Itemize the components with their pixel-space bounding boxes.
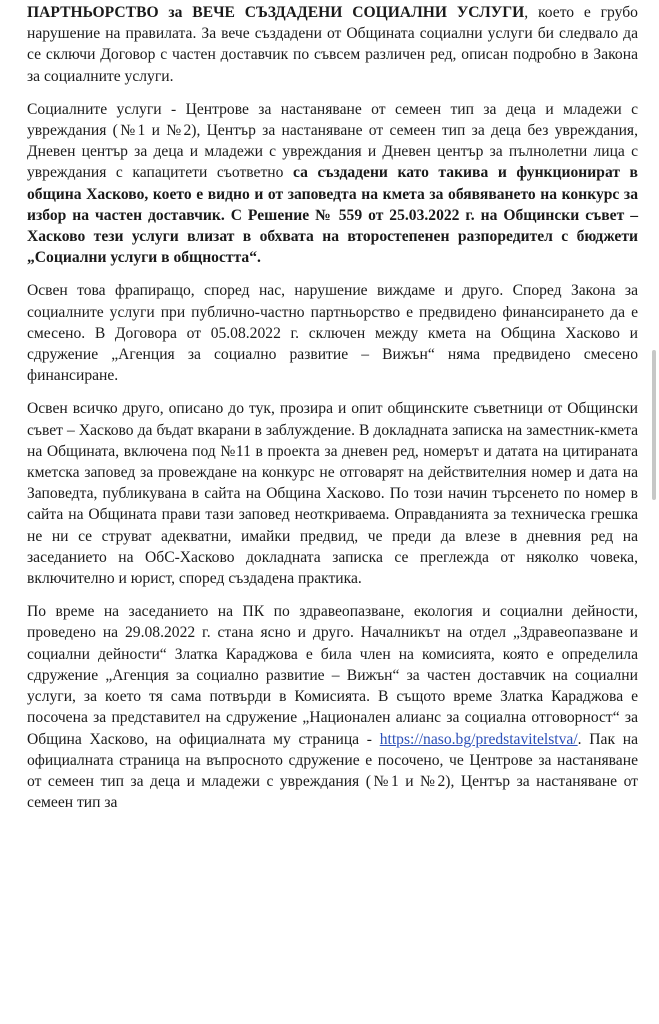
- paragraph-text: , което е грубо нарушение на правилата. За вече създадени от Общината социални услуги би следвало да се сключи Договор с частен доставчик по съвсем различен ред, описан подробно в Закона за социалните услуги.: [27, 4, 638, 85]
- paragraph-3: Освен това фрапиращо, според нас, нарушение виждаме и друго. Според Закона за социалните услуги при публично-частно партньорство е предвидено финансирането да е смесено. В Договора от 05.08.2022 г. сключен между кмета на Община Хасково и сдружение „Агенция за социално развитие – Вижън“ няма предвидено смесено финансиране.: [27, 282, 638, 385]
- scrollbar-thumb[interactable]: [652, 350, 656, 500]
- paragraph-2: [27, 99, 638, 269]
- paragraph-text: . Пак на официалната страница на въпросното сдружение е посочено, че Центрове за настаняване от семеен тип за деца и младежи с увреждания (№1 и №2), Център за настаняване от семеен тип за: [27, 730, 638, 812]
- paragraph-1: [27, 2, 638, 87]
- bold-heading-text: ПАРТНЬОРСТВО за ВЕЧЕ СЪЗДАДЕНИ СОЦИАЛНИ УСЛУГИ: [27, 4, 525, 21]
- bold-emphasis-text: са създадени като такива и функционират в община Хасково, което е видно и от заповедта на кмета за обявяването на конкурс за избор на частен доставчик. С Решение № 559 от 25.03.2022 г. на Общински съвет – Хасково тези услуги влизат в обхвата на второстепенен разпоредител с бюджети „Социални услуги в общността“.: [27, 164, 638, 267]
- paragraph-5: [27, 601, 638, 813]
- naso-link[interactable]: https://naso.bg/predstavitelstva/: [379, 730, 578, 748]
- paragraph-text: По време на заседанието на ПК по здравеопазване, екология и социални дейности, проведено на 29.08.2022 г. стана ясно и друго. Началникът на отдел „Здравеопазване и социални дейности“ Златка Караджова е била член на комисията, която е определила сдружение „Агенция за социално развитие – Вижън“ за частен доставчик на социални услуги, за което тя сама потвърди в Комисията. В същото време Златка Караджова е посочена за представител на сдружение „Национален алианс за социална отговорност“ за Община Хасково, на официалната му страница -: [27, 603, 638, 748]
- paragraph-text: Социалните услуги - Центрове за настаняване от семеен тип за деца и младежи с увреждания (№1 и №2), Център за настаняване от семеен тип за деца без увреждания, Дневен център за деца и младежи с увреждания и Дневен център за пълнолетни лица с увреждания с капацитети съответно: [27, 100, 638, 182]
- paragraph-4: Освен всичко друго, описано до тук, прозира и опит общинските съветници от Общински съвет – Хасково да бъдат вкарани в заблуждение. В докладната записка на заместник-кмета на Общината, включена под №11 в проекта за дневен ред, номерът и датата на цитираната кметска заповед за провеждане на конкурс не отговарят на действителния номер и дата на Заповедта, публикувана в сайта на Община Хасково. По този начин търсенето по номер в сайта на Общината прави тази заповед неоткриваема. Оправданията за техническа грешка не ни се струват адекватни, имайки предвид, че преди да влезе в дневния ред на заседанието на ОбС-Хасково докладната записка се преглежда от няколко човека, включително и юрист, според създадена практика.: [27, 400, 638, 588]
